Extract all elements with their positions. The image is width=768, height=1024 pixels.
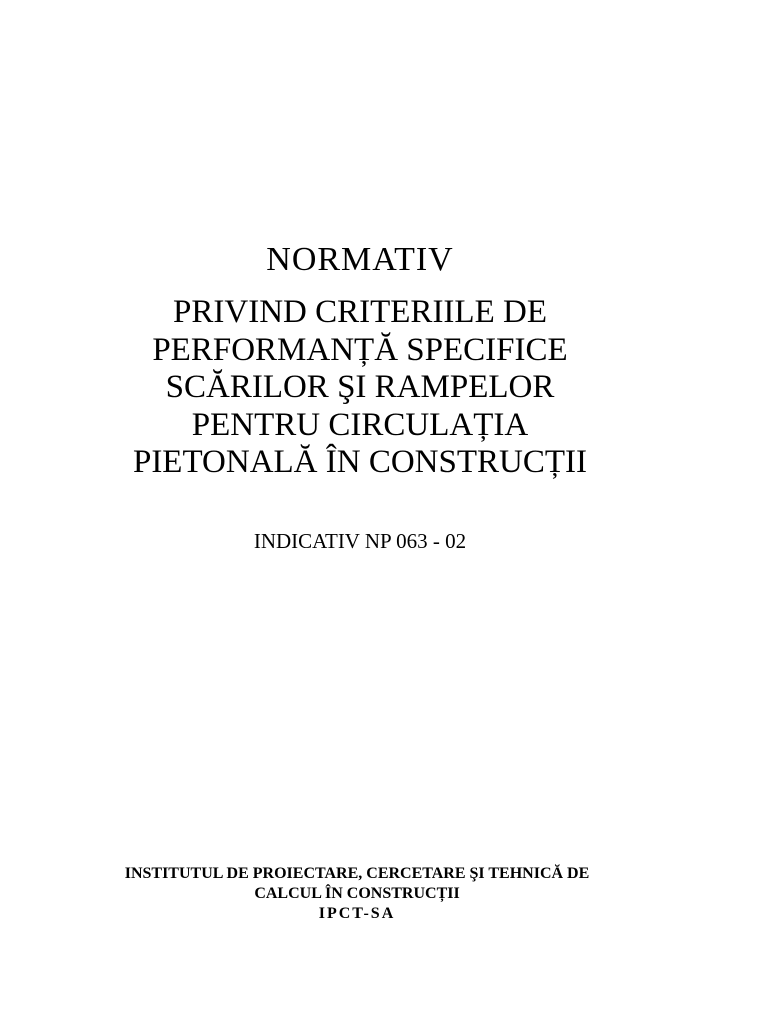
document-title: [100, 294, 620, 482]
publisher-block: [0, 864, 714, 924]
publisher-name-line: INSTITUTUL DE PROIECTARE, CERCETARE ŞI TEHNICĂ DE: [124, 865, 590, 882]
document-title-line: PENTRU CIRCULAȚIA: [191, 406, 529, 443]
document-title-line: PERFORMANȚĂ SPECIFICE: [152, 331, 568, 368]
document-title-line: SCĂRILOR ŞI RAMPELOR: [165, 369, 555, 405]
publisher-abbreviation: IPCT-SA: [318, 905, 396, 922]
document-title-line: PIETONALĂ ÎN CONSTRUCȚII: [132, 444, 588, 480]
publisher-name-line: CALCUL ÎN CONSTRUCȚII: [254, 885, 460, 902]
document-indicativ: INDICATIV NP 063 - 02: [253, 529, 467, 553]
document-type-heading: NORMATIV: [266, 241, 454, 278]
document-title-line: PRIVIND CRITERIILE DE: [173, 294, 547, 330]
